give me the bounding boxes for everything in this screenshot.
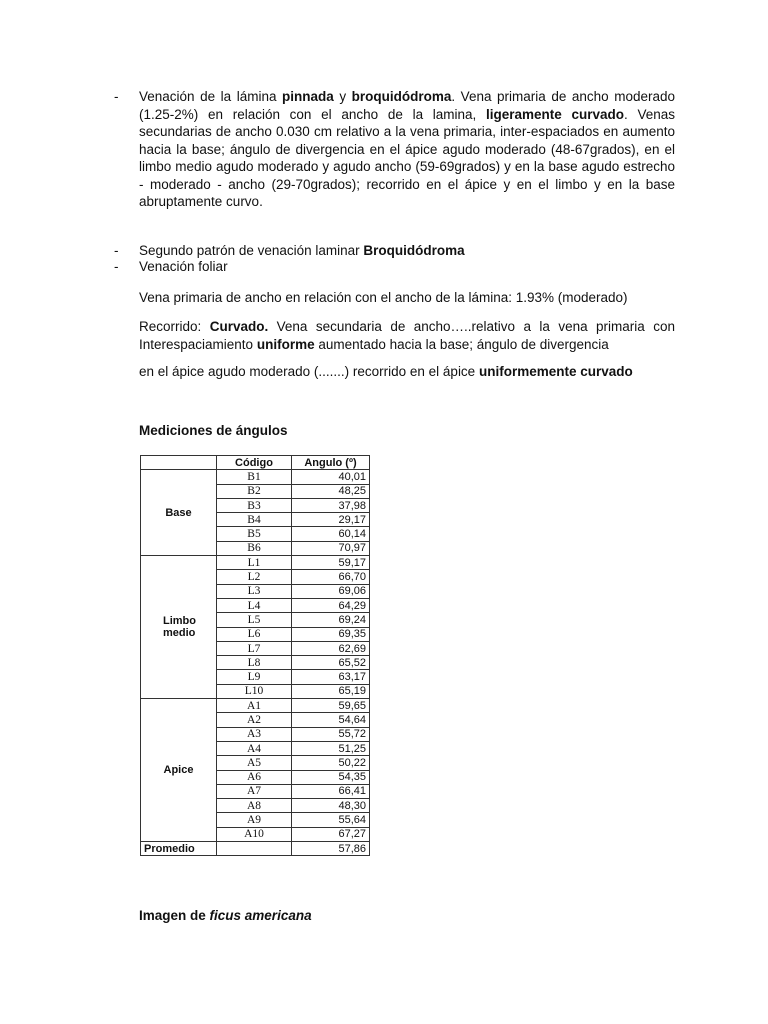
text-run: . Vena primaria de ancho moderado (1.25-2%) en relación con el ancho de la lamina, — [139, 89, 675, 122]
code-cell: L6 — [217, 627, 292, 641]
group-label: Limbo medio — [141, 556, 217, 699]
code-cell: B6 — [217, 541, 292, 555]
code-cell: A10 — [217, 827, 292, 841]
code-cell: L7 — [217, 641, 292, 655]
angle-value-cell: 37,98 — [292, 498, 370, 512]
angle-value-cell: 59,65 — [292, 699, 370, 713]
primary-vein-paragraph — [139, 289, 675, 307]
code-cell: A4 — [217, 741, 292, 755]
text-run: Vena primaria de ancho en relación con el ancho de la lámina: 1.93% (moderado) — [139, 290, 628, 305]
code-cell: A8 — [217, 799, 292, 813]
angle-value-cell: 54,64 — [292, 713, 370, 727]
angle-value-cell: 60,14 — [292, 527, 370, 541]
code-cell: L8 — [217, 656, 292, 670]
second-pattern-line — [139, 242, 675, 260]
code-cell: A9 — [217, 813, 292, 827]
course-paragraph — [139, 318, 675, 353]
text-run: Segundo patrón de venación laminar — [139, 243, 364, 258]
list-dash: - — [114, 89, 119, 104]
angle-value-cell: 67,27 — [292, 827, 370, 841]
table-header-row — [141, 456, 370, 470]
code-cell: L5 — [217, 613, 292, 627]
image-caption — [139, 908, 312, 923]
code-cell: A5 — [217, 756, 292, 770]
angle-value-cell: 29,17 — [292, 513, 370, 527]
angle-value-cell: 69,24 — [292, 613, 370, 627]
text-run: Imagen de — [139, 908, 210, 923]
species-name: ficus americana — [209, 908, 312, 923]
apex-paragraph — [139, 363, 675, 381]
bold-term: uniformemente curvado — [478, 364, 633, 379]
group-label: Base — [141, 470, 217, 556]
angle-value-cell: 66,41 — [292, 784, 370, 798]
text-run: Venación de la lámina — [139, 89, 283, 104]
code-cell: L3 — [217, 584, 292, 598]
group-label: Apice — [141, 699, 217, 842]
table-row — [141, 470, 370, 484]
angle-value-cell: 66,70 — [292, 570, 370, 584]
angle-value-cell: 59,17 — [292, 556, 370, 570]
angle-value-cell: 55,72 — [292, 727, 370, 741]
angle-value-cell: 54,35 — [292, 770, 370, 784]
table-header-cell — [141, 456, 217, 470]
angle-value-cell: 62,69 — [292, 641, 370, 655]
average-value: 57,86 — [292, 842, 370, 856]
angle-value-cell: 50,22 — [292, 756, 370, 770]
bold-term: uniforme — [256, 336, 315, 352]
code-cell: B1 — [217, 470, 292, 484]
angle-value-cell: 70,97 — [292, 541, 370, 555]
code-cell: L9 — [217, 670, 292, 684]
angle-value-cell: 48,30 — [292, 799, 370, 813]
average-label: Promedio — [141, 842, 217, 856]
average-row — [141, 842, 370, 856]
bold-term: pinnada — [282, 89, 334, 104]
text-run: Recorrido: — [139, 319, 210, 334]
code-cell: B5 — [217, 527, 292, 541]
code-cell: L2 — [217, 570, 292, 584]
section-title: Mediciones de ángulos — [139, 423, 288, 438]
angle-value-cell: 65,52 — [292, 656, 370, 670]
list-dash: - — [114, 243, 119, 258]
text-run: aumentado hacia la base; ángulo de divergencia — [314, 336, 609, 352]
angle-measurements-table — [140, 455, 370, 856]
code-cell: L1 — [217, 556, 292, 570]
text-run: y — [333, 89, 352, 104]
code-cell: B3 — [217, 498, 292, 512]
list-dash: - — [114, 259, 119, 274]
code-cell: L10 — [217, 684, 292, 698]
bold-term: ligeramente curvado — [486, 106, 624, 122]
empty-cell — [217, 842, 292, 856]
bold-term: broquidódroma — [351, 89, 452, 104]
angle-value-cell: 63,17 — [292, 670, 370, 684]
code-cell: B4 — [217, 513, 292, 527]
angle-value-cell: 51,25 — [292, 741, 370, 755]
text-run: en el ápice agudo moderado (.......) recorrido en el ápice — [139, 364, 479, 379]
code-cell: B2 — [217, 484, 292, 498]
bold-term: Broquidódroma — [363, 243, 465, 258]
table-header-cell: Angulo (º) — [292, 456, 370, 470]
text-run: Venación foliar — [139, 259, 228, 274]
code-cell: L4 — [217, 598, 292, 612]
code-cell: A3 — [217, 727, 292, 741]
text-run: Vena secundaria de ancho…..relativo a la vena primaria con Interespaciamiento — [139, 319, 675, 352]
angle-value-cell: 40,01 — [292, 470, 370, 484]
table-row — [141, 556, 370, 570]
code-cell: A2 — [217, 713, 292, 727]
venation-description-paragraph — [139, 88, 675, 211]
table-header-cell: Código — [217, 456, 292, 470]
angle-value-cell: 69,06 — [292, 584, 370, 598]
angle-value-cell: 64,29 — [292, 598, 370, 612]
bold-term: Curvado. — [209, 319, 269, 334]
angle-value-cell: 48,25 — [292, 484, 370, 498]
angle-value-cell: 65,19 — [292, 684, 370, 698]
leaf-venation-line — [139, 258, 675, 276]
angle-value-cell: 55,64 — [292, 813, 370, 827]
code-cell: A1 — [217, 699, 292, 713]
code-cell: A7 — [217, 784, 292, 798]
code-cell: A6 — [217, 770, 292, 784]
text-run: . Venas secundarias de ancho 0.030 cm relativo a la vena primaria, inter-espaciados en aumento hacia la base; ángulo de divergencia en el ápice agudo moderado (48-67grados), en el limbo medio agudo moderado y agudo ancho (59-69grados) y en la base agudo estrecho - moderado - ancho (29-70grados); recorrido en el ápice y en el limbo y en la base abruptamente curvo. — [139, 106, 675, 209]
table-row — [141, 699, 370, 713]
angle-value-cell: 69,35 — [292, 627, 370, 641]
